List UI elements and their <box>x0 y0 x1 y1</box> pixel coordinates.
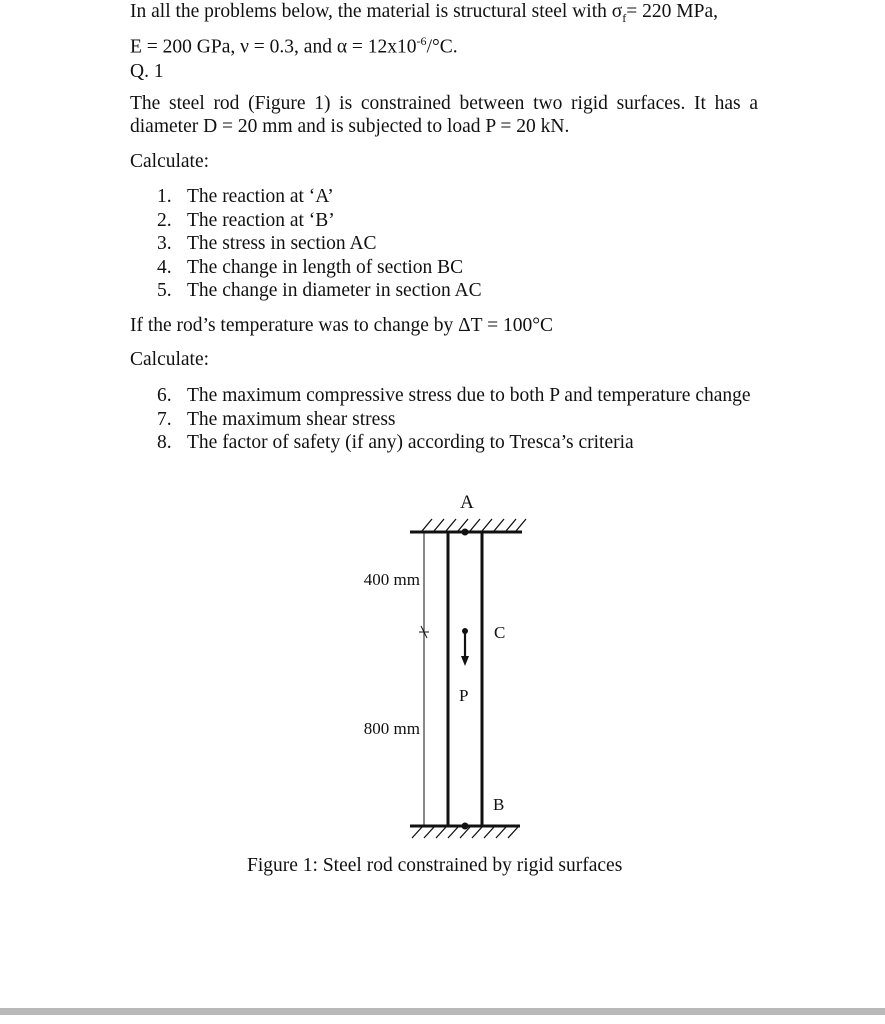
label-b: B <box>493 795 505 814</box>
list-item-number: 7. <box>157 408 172 430</box>
label-c: C <box>494 623 506 642</box>
hatch <box>506 519 516 531</box>
list-item-text: The reaction at ‘A’ <box>187 186 334 207</box>
hatch <box>484 827 494 838</box>
list-item-number: 1. <box>157 186 172 207</box>
dimension-label-bottom: 800 mm <box>363 719 420 738</box>
list-item <box>157 408 758 432</box>
list-item-text: The reaction at ‘B’ <box>187 209 335 231</box>
list-item <box>157 209 482 233</box>
top-wall <box>410 519 526 532</box>
hatch <box>494 519 504 531</box>
alpha-exponent: -6 <box>416 33 427 48</box>
question-description: The steel rod (Figure 1) is constrained between two rigid surfaces. It has a diameter D = 20 mm and is subjected to load P = 20 kN. <box>130 93 758 137</box>
hatch <box>470 519 480 531</box>
question-list-2 <box>157 384 758 455</box>
list-item-text: The stress in section AC <box>187 233 377 255</box>
intro-paragraph <box>130 0 718 58</box>
label-a: A <box>460 492 474 513</box>
list-item-number: 5. <box>157 280 172 302</box>
intro-line-1-end: = 220 MPa, <box>626 1 718 22</box>
list-item-number: 3. <box>157 233 172 255</box>
intro-line-2-end: /°C. <box>426 36 458 58</box>
hatch <box>516 519 526 531</box>
list-item-text: The factor of safety (if any) according to Tresca’s criteria <box>187 432 634 454</box>
calculate-label-1: Calculate: <box>130 151 210 172</box>
list-item-text: The maximum compressive stress due to both P and temperature change <box>187 385 751 406</box>
hatch <box>496 827 506 838</box>
load-arrow-head <box>461 656 469 666</box>
hatch <box>434 519 444 531</box>
list-item-number: 6. <box>157 385 172 406</box>
hatch <box>446 519 456 531</box>
hatch <box>508 827 518 838</box>
page-bottom-bar <box>0 1008 885 1015</box>
list-item <box>157 384 758 408</box>
sigma-subscript: f <box>622 10 627 25</box>
list-item-number: 8. <box>157 432 172 454</box>
intro-line-2-text: E = 200 GPa, ν = 0.3, and α = 12x10 <box>130 36 417 58</box>
list-item <box>157 185 482 209</box>
hatch <box>424 827 434 838</box>
list-item-text: The maximum shear stress <box>187 408 396 430</box>
hatch <box>436 827 446 838</box>
point-b-marker <box>462 823 469 830</box>
intro-line-1-text: In all the problems below, the material is structural steel with σ <box>130 1 623 22</box>
hatch <box>448 827 458 838</box>
hatch <box>412 827 422 838</box>
figure-caption: Figure 1: Steel rod constrained by rigid surfaces <box>247 855 623 876</box>
list-item <box>157 279 482 303</box>
hatch <box>482 519 492 531</box>
intro-line-2 <box>130 30 718 59</box>
point-a-marker <box>462 529 469 536</box>
list-item-number: 4. <box>157 256 172 278</box>
list-item-text: The change in diameter in section AC <box>187 280 482 302</box>
rod-figure <box>340 488 550 848</box>
question-label: Q. 1 <box>130 61 164 82</box>
list-item-number: 2. <box>157 209 172 231</box>
list-item <box>157 232 482 256</box>
temperature-line: If the rod’s temperature was to change by ΔT = 100°C <box>130 315 554 336</box>
hatch <box>472 827 482 838</box>
list-item-text: The change in length of section BC <box>187 256 464 278</box>
question-list-1 <box>157 185 482 303</box>
dimension-label-top: 400 mm <box>363 570 420 589</box>
hatch <box>422 519 432 531</box>
intro-line-1 <box>130 0 718 30</box>
calculate-label-2: Calculate: <box>130 349 210 370</box>
list-item <box>157 431 758 455</box>
label-p: P <box>459 686 469 705</box>
list-item <box>157 256 482 280</box>
